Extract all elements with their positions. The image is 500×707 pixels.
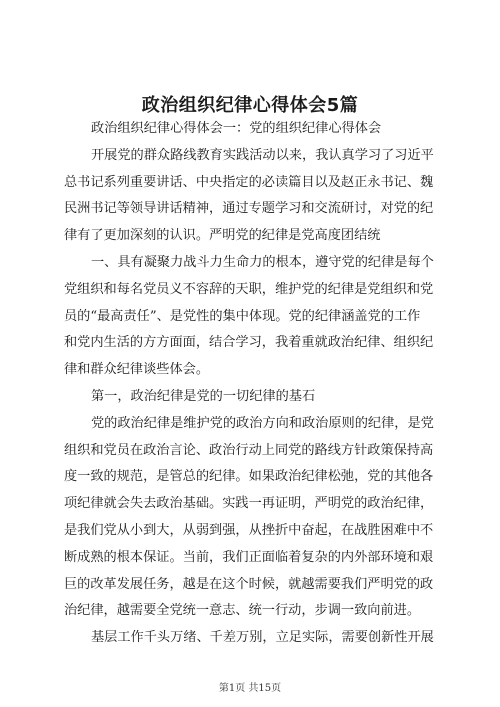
body-line: 党的政治纪律是维护党的政治方向和政治原则的纪律，是党 bbox=[91, 415, 434, 431]
body-line: 治纪律，越需要全党统一意志、统一行动，步调一致向前进。 bbox=[64, 603, 421, 619]
body-line: 党组织和每名党员义不容辞的天职，维护党的纪律是党组织和党 bbox=[64, 281, 434, 297]
body-line: 第一，政治纪律是党的一切纪律的基石 bbox=[91, 388, 316, 404]
body-line: 政治组织纪律心得体会一：党的组织纪律心得体会 bbox=[91, 121, 382, 136]
body-line: 断成熟的根本保证。当前，我们正面临着复杂的内外部环境和艰 bbox=[64, 549, 434, 565]
document-body bbox=[64, 116, 444, 652]
body-line: 员的“最高责任”、是党性的集中体现。党的纪律涵盖党的工作 bbox=[64, 308, 421, 324]
body-line: 度一致的规范，是管总的纪律。如果政治纪律松弛，党的其他各 bbox=[64, 469, 434, 485]
body-line: 总书记系列重要讲话、中央指定的必读篇目以及赵正永书记、魏 bbox=[64, 174, 434, 190]
body-line: 开展党的群众路线教育实践活动以来，我认真学习了习近平 bbox=[91, 147, 434, 163]
body-line: 项纪律就会失去政治基础。实践一再证明，严明党的政治纪律， bbox=[64, 496, 434, 512]
body-line: 和党内生活的方方面面，结合学习，我着重就政治纪律、组织纪 bbox=[64, 335, 434, 351]
body-line: 巨的改革发展任务，越是在这个时候，就越需要我们严明党的政 bbox=[64, 576, 434, 592]
document-title: 政治组织纪律心得体会5篇 bbox=[141, 95, 359, 116]
body-line: 基层工作千头万绪、千差万别，立足实际，需要创新性开展 bbox=[91, 630, 434, 646]
body-line: 律和群众纪律谈些体会。 bbox=[64, 362, 210, 378]
body-line: 一、具有凝聚力战斗力生命力的根本，遵守党的纪律是每个 bbox=[91, 254, 434, 270]
page-footer: 第1页 共15页 bbox=[218, 683, 282, 694]
body-line: 律有了更加深刻的认识。严明党的纪律是党高度团结统 bbox=[64, 228, 381, 244]
body-line: 是我们党从小到大，从弱到强，从挫折中奋起，在战胜困难中不 bbox=[64, 522, 434, 538]
body-line: 组织和党员在政治言论、政治行动上同党的路线方针政策保持高 bbox=[64, 442, 434, 458]
body-line: 民洲书记等领导讲话精神，通过专题学习和交流研讨，对党的纪 bbox=[64, 201, 434, 217]
